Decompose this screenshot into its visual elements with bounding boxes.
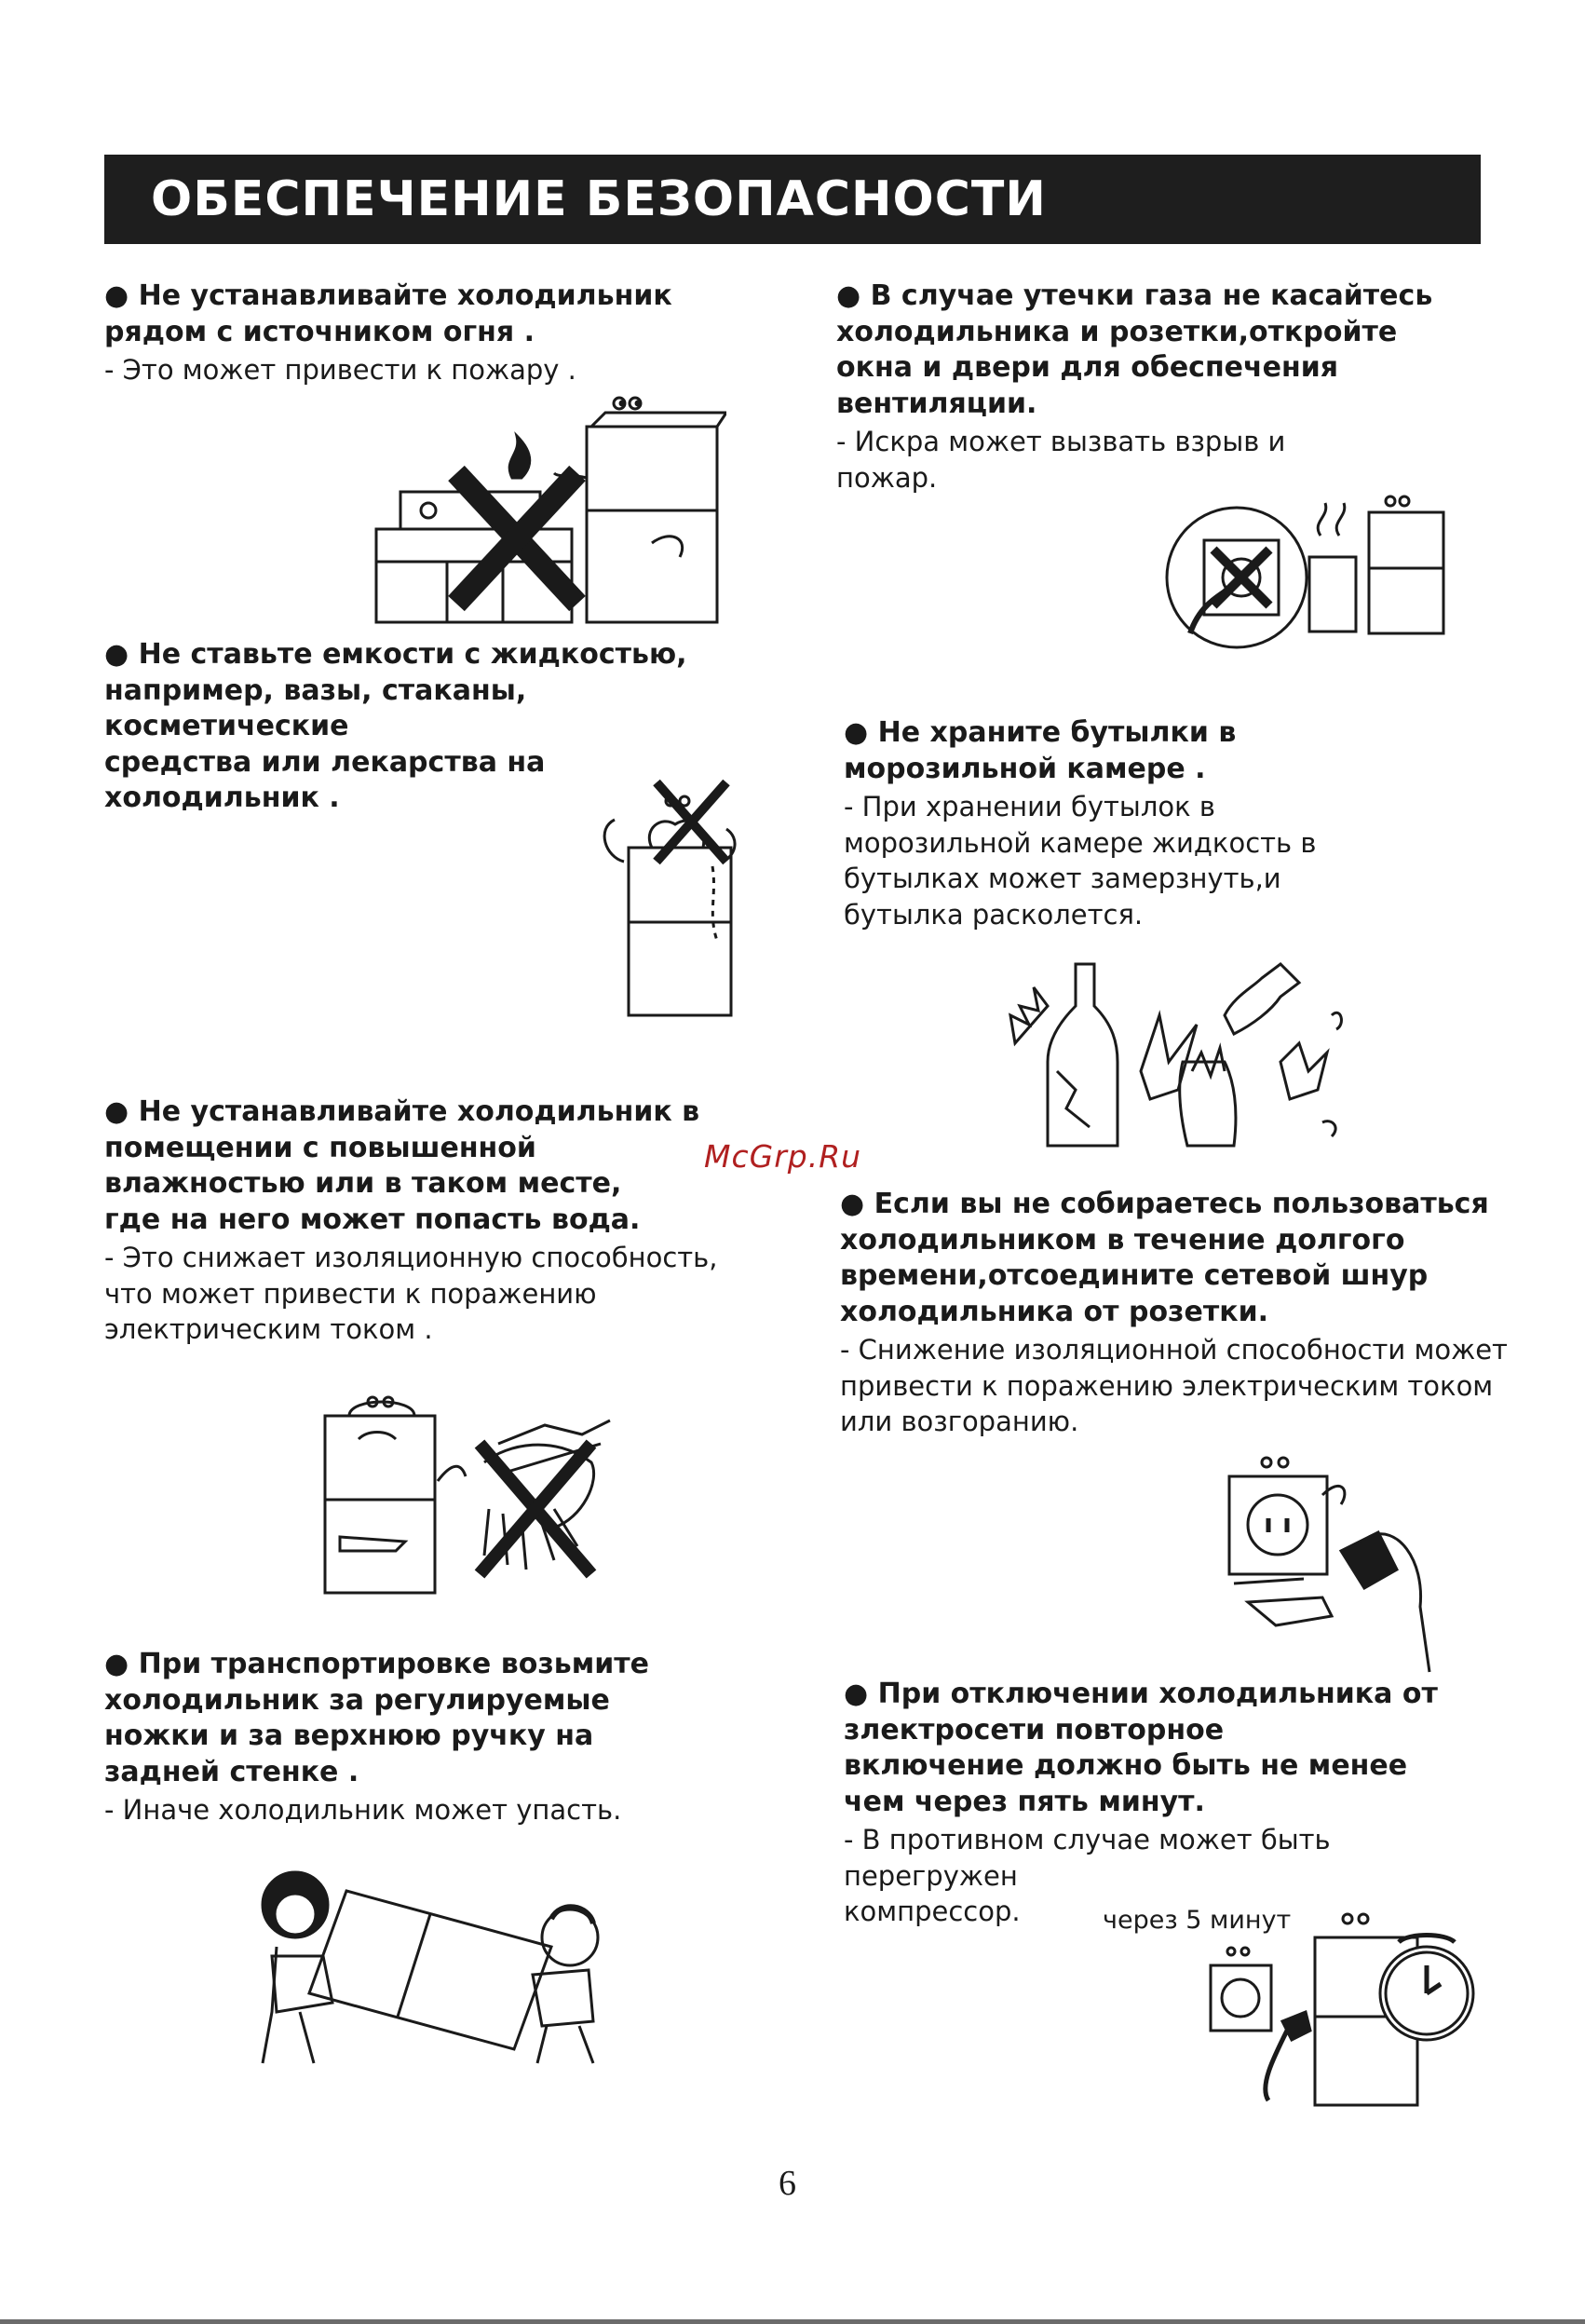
section-transport — [104, 1647, 649, 1828]
heading-line: где на него может попасть вода. — [104, 1203, 641, 1236]
note-line: привести к поражению электрическим током — [840, 1369, 1494, 1402]
watermark: McGrp.Ru — [704, 1138, 862, 1175]
section-note — [840, 1332, 1508, 1440]
illustration-caption: через 5 минут — [1103, 1906, 1292, 1935]
heading-line: ● Не храните бутылки в — [844, 716, 1237, 749]
section-heading — [840, 1187, 1508, 1330]
heading-line: холодильника и розетки,откройте — [836, 315, 1398, 348]
heading-line: например, вазы, стаканы, — [104, 673, 527, 707]
fridge-clock-illustration — [1194, 1900, 1483, 2110]
note-line: - При хранении бутылок в — [844, 791, 1215, 822]
note-line: морозильной камере жидкость в — [844, 826, 1317, 859]
heading-line: ● В случае утечки газа не касайтесь — [836, 279, 1433, 312]
note-line: - Иначе холодильник может упасть. — [104, 1794, 622, 1826]
section-note — [844, 789, 1316, 932]
footer-divider — [0, 2319, 1585, 2324]
note-line: компрессор. — [844, 1896, 1021, 1927]
heading-line: влажностью или в таком месте, — [104, 1167, 622, 1200]
section-heading — [836, 279, 1432, 422]
section-heading — [104, 279, 672, 350]
note-line: - Это снижает изоляционную способность, — [104, 1242, 718, 1273]
note-line: - Это может привести к пожару . — [104, 354, 576, 386]
note-line: - Снижение изоляционной способности может — [840, 1334, 1508, 1366]
water-spray-prohibited-illustration — [321, 1388, 629, 1597]
heading-line: включение должно быть не менее — [844, 1749, 1408, 1782]
note-line: бутылка расколется. — [844, 898, 1144, 931]
heading-line: холодильник за регулируемые — [104, 1683, 610, 1717]
heading-line: ● Если вы не собираетесь пользоваться — [840, 1188, 1489, 1220]
section-heading — [104, 1094, 718, 1238]
note-line: бутылках может замерзнуть,и — [844, 863, 1281, 894]
section-note — [104, 1792, 649, 1828]
note-line: пожар. — [836, 461, 938, 494]
heading-line: холодильником в течение долгого — [840, 1223, 1405, 1257]
heading-line: времени,отсоедините сетевой шнур — [840, 1259, 1429, 1292]
heading-line: ● Не ставьте емкости с жидкостью, — [104, 638, 687, 671]
section-fire — [104, 279, 672, 388]
heading-line: злектросети повторное — [844, 1713, 1225, 1746]
heading-line: средства или лекарства на — [104, 745, 546, 779]
note-line: электрическим током . — [104, 1313, 433, 1345]
heading-line: ножки и за верхнюю ручку на — [104, 1719, 594, 1752]
carrying-fridge-illustration — [244, 1863, 616, 2073]
section-bottles — [844, 715, 1316, 932]
heading-line: задней стенке . — [104, 1755, 359, 1788]
heading-line: косметические — [104, 710, 349, 742]
liquid-on-fridge-prohibited-illustration — [587, 773, 745, 1020]
section-note — [104, 352, 672, 388]
unplug-cord-illustration — [1211, 1448, 1434, 1677]
section-heading — [104, 1647, 649, 1790]
heading-line: ● Не устанавливайте холодильник в — [104, 1095, 700, 1128]
note-line: перегружен — [844, 1859, 1018, 1892]
section-heading — [844, 715, 1316, 787]
heading-line: холодильник . — [104, 781, 340, 814]
gas-socket-prohibited-illustration — [1162, 484, 1451, 652]
heading-line: чем через пять минут. — [844, 1785, 1205, 1818]
page-title: ОБЕСПЕЧЕНИЕ БЕЗОПАСНОСТИ — [104, 155, 1481, 244]
note-line: что может привести к поражению — [104, 1277, 597, 1310]
heading-line: вентиляции. — [836, 387, 1037, 420]
bottles-breaking-illustration — [1001, 959, 1355, 1150]
section-note — [104, 1240, 718, 1348]
fire-fridge-prohibited-illustration — [373, 389, 726, 627]
page-number: 6 — [779, 2164, 796, 2203]
heading-line: ● При отключении холодильника от — [844, 1678, 1438, 1710]
section-humidity — [104, 1094, 718, 1348]
note-line: или возгоранию. — [840, 1406, 1079, 1437]
section-unplug — [840, 1187, 1508, 1440]
heading-line: помещении с повышенной — [104, 1131, 536, 1164]
section-gas-leak — [836, 279, 1432, 496]
note-line: - Искра может вызвать взрыв и — [836, 426, 1286, 457]
heading-line: окна и двери для обеспечения — [836, 351, 1338, 384]
heading-line: морозильной камере . — [844, 752, 1206, 785]
heading-line: холодильника от розетки. — [840, 1295, 1269, 1328]
heading-line: ● Не устанавливайте холодильник — [104, 279, 672, 312]
section-restart-delay — [844, 1677, 1438, 1930]
section-heading — [844, 1677, 1438, 1820]
heading-line: ● При транспортировке возьмите — [104, 1648, 649, 1680]
heading-line: рядом с источником огня . — [104, 315, 535, 348]
note-line: - В противном случае может быть — [844, 1824, 1331, 1855]
